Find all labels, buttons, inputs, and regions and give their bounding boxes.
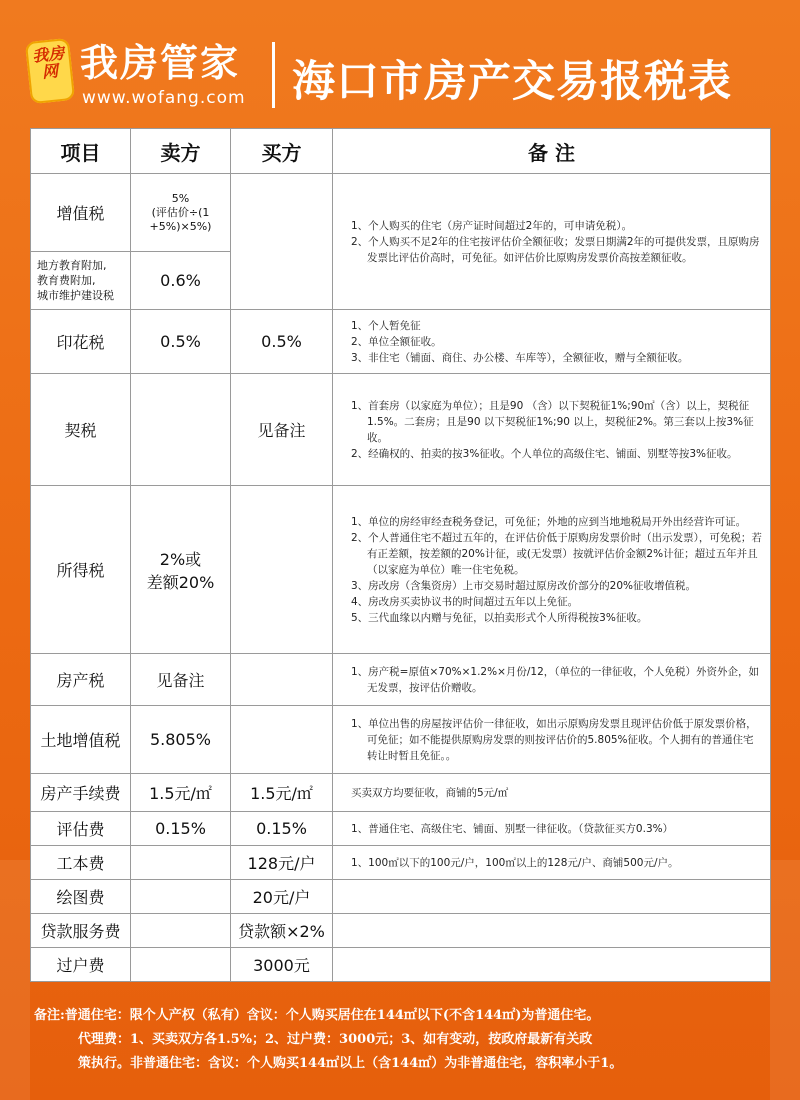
row-income-notes: 1、单位的房经审经查税务登记，可免征；外地的应到当地地税局开外出经营许可证。 2、个人普通住宅不超过五年的，在评估价低于原购房发票价时（出示发票），可免税；若有正差额，按差额的20%计征，或(无发票）按就评估价金额2%计征；超过五年并且（以家庭为单位）唯一住宅免税。 3、房改房（含集资房）上市交易时超过原房改价部分的20%征收增值税。 4、房改房买卖协议书的时间超过五年以上免征。 5、三代血缘以内赠与免征，以拍卖形式个人所得税按3%征收。: [333, 486, 771, 654]
row-property-seller: 见备注: [131, 654, 231, 706]
table-row: [31, 914, 771, 948]
table-header-row: [31, 129, 771, 174]
row-transfer-item: 过户费: [31, 948, 131, 982]
row-vat-buyer: [231, 174, 333, 310]
row-income-seller: 2%或 差额20%: [131, 486, 231, 654]
row-stamp-item: 印花税: [31, 310, 131, 374]
table-row: [31, 706, 771, 774]
row-transfer-seller: [131, 948, 231, 982]
row-appraisal-seller: 0.15%: [131, 812, 231, 846]
logo-text: 我房网: [31, 43, 66, 82]
brand-name[interactable]: 我房管家: [80, 41, 241, 85]
table-row: [31, 846, 771, 880]
table-row: [31, 310, 771, 374]
row-appraisal-notes: 1、普通住宅、高级住宅、铺面、别墅一律征收。（贷款征买方0.3%）: [333, 812, 771, 846]
row-appraisal-buyer: 0.15%: [231, 812, 333, 846]
bg-block-right: [770, 860, 800, 1100]
row-vat-item: 增值税: [31, 174, 131, 252]
brand-url[interactable]: www.wofang.com: [82, 88, 246, 108]
page-title: 海口市房产交易报税表: [292, 57, 732, 107]
row-property-notes: 1、房产税=原值×70%×1.2%×月份/12，（单位的一律征收，个人免税）外资外企，如无发票，按评估价赠收。: [333, 654, 771, 706]
row-income-item: 所得税: [31, 486, 131, 654]
footer-line-3: 策执行。非普通住宅：含议：个人购买144㎡以上（含144㎡）为非普通住宅，容积率小于1。: [78, 1056, 623, 1071]
header-buyer: 买方: [231, 129, 333, 174]
row-vat-seller: 5% (评估价÷(1 +5%)×5%): [131, 174, 231, 252]
row-deed-notes: 1、首套房（以家庭为单位）；且是90 （含）以下契税征1%;90㎡（含）以上，契税征1.5%。二套房；且是90 以下契税征1%;90 以上，契税征2%。第三套以上按3%征收。 2、经确权的、拍卖的按3%征收。个人单位的高级住宅、铺面、别墅等按3%征收。: [333, 374, 771, 486]
row-transfer-buyer: 3000元: [231, 948, 333, 982]
table-row: [31, 174, 771, 252]
row-income-buyer: [231, 486, 333, 654]
row-fee-buyer: 1.5元/㎡: [231, 774, 333, 812]
row-deed-item: 契税: [31, 374, 131, 486]
row-loan-item: 贷款服务费: [31, 914, 131, 948]
table-row: [31, 654, 771, 706]
row-fee-notes: 买卖双方均要征收，商铺的5元/㎡: [333, 774, 771, 812]
header-divider: [272, 42, 275, 108]
row-transfer-notes: [333, 948, 771, 982]
header-seller: 卖方: [131, 129, 231, 174]
row-loan-buyer: 贷款额×2%: [231, 914, 333, 948]
row-book-buyer: 128元/户: [231, 846, 333, 880]
row-land-notes: 1、单位出售的房屋按评估价一律征收，如出示原购房发票且现评估价低于原发票价格，可免征；如不能提供原购房发票的则按评估价的5.805%征收。个人拥有的普通住宅转让时暂且免征。。: [333, 706, 771, 774]
row-drawing-item: 绘图费: [31, 880, 131, 914]
row-fee-seller: 1.5元/㎡: [131, 774, 231, 812]
row-property-buyer: [231, 654, 333, 706]
header-notes: 备 注: [333, 129, 771, 174]
table-row: [31, 948, 771, 982]
bg-block-left: [0, 860, 30, 1100]
header: [0, 0, 800, 118]
table-row: [31, 374, 771, 486]
row-book-notes: 1、100㎡以下的100元/户，100㎡以上的128元/户、商铺500元/户。: [333, 846, 771, 880]
footer-line-2: 代理费：1、买卖双方各1.5%；2、过户费：3000元；3、如有变动，按政府最新有关政: [78, 1032, 593, 1047]
row-land-seller: 5.805%: [131, 706, 231, 774]
header-item: 项目: [31, 129, 131, 174]
row-stamp-buyer: 0.5%: [231, 310, 333, 374]
row-surcharge-item: 地方教育附加, 教育费附加, 城市维护建设税: [31, 252, 131, 310]
row-land-buyer: [231, 706, 333, 774]
table-row: [31, 812, 771, 846]
row-stamp-seller: 0.5%: [131, 310, 231, 374]
footer-notes: [34, 1004, 774, 1076]
row-drawing-buyer: 20元/户: [231, 880, 333, 914]
row-fee-item: 房产手续费: [31, 774, 131, 812]
row-book-item: 工本费: [31, 846, 131, 880]
row-land-item: 土地增值税: [31, 706, 131, 774]
row-appraisal-item: 评估费: [31, 812, 131, 846]
table-row: [31, 486, 771, 654]
row-deed-seller: [131, 374, 231, 486]
table-row: [31, 880, 771, 914]
row-property-item: 房产税: [31, 654, 131, 706]
row-vat-notes: 1、个人购买的住宅（房产证时间超过2年的，可申请免税）。 2、个人购买不足2年的住宅按评估价全额征收；发票日期满2年的可提供发票，且原购房发票比评估价高时，可免征。如评估价比原购房发票价高按差额征收。: [333, 174, 771, 310]
row-stamp-notes: 1、个人暂免征 2、单位全额征收。 3、非住宅（铺面、商住、办公楼、车库等），全额征收，赠与全额征收。: [333, 310, 771, 374]
row-drawing-seller: [131, 880, 231, 914]
row-surcharge-seller: 0.6%: [131, 252, 231, 310]
table-row: [31, 774, 771, 812]
row-deed-buyer: 见备注: [231, 374, 333, 486]
footer-line-1: 备注:普通住宅：限个人产权（私有）含议：个人购买居住在144㎡以下(不含144㎡)为普通住宅。: [34, 1008, 600, 1023]
row-book-seller: [131, 846, 231, 880]
row-loan-seller: [131, 914, 231, 948]
row-drawing-notes: [333, 880, 771, 914]
row-loan-notes: [333, 914, 771, 948]
tax-table: [30, 128, 770, 982]
logo-icon[interactable]: [25, 38, 75, 104]
